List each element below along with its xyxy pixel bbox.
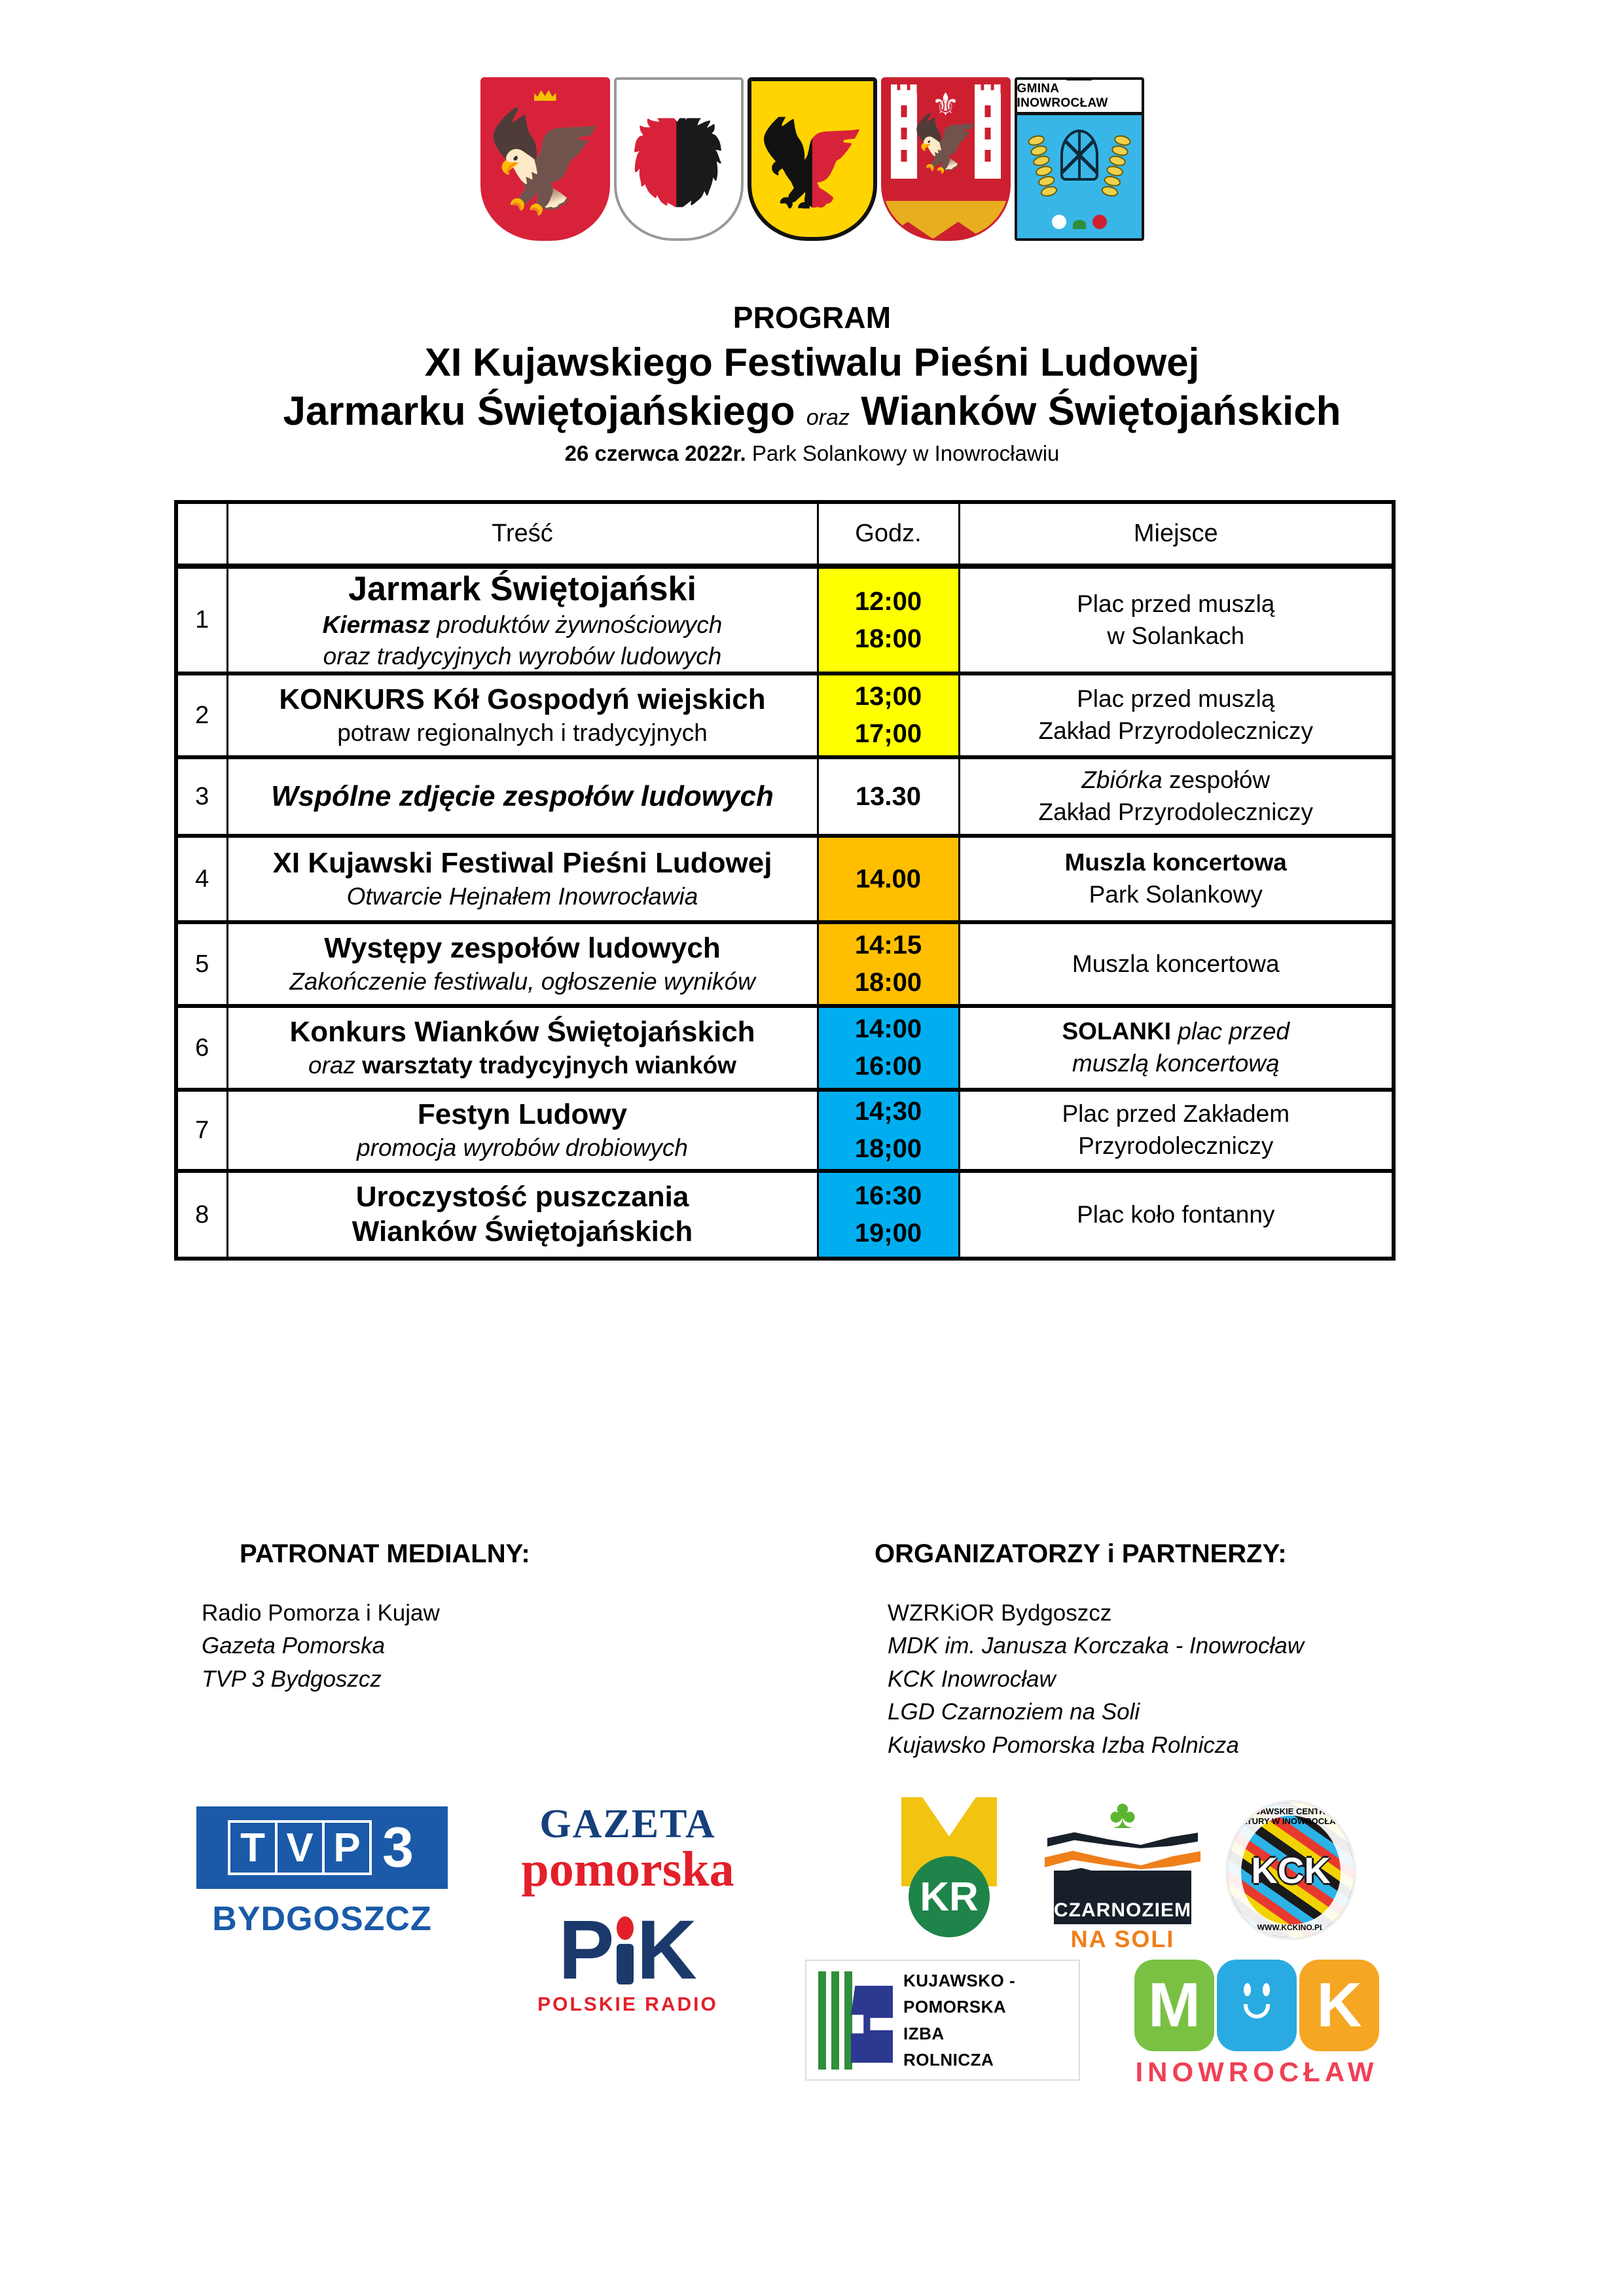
event-date-place	[0, 441, 1624, 466]
row-place	[959, 922, 1394, 1006]
gazeta-bottom-word: pomorska	[521, 1842, 734, 1897]
table-row	[176, 922, 1394, 1006]
list-item: TVP 3 Bydgoszcz	[202, 1666, 382, 1692]
sponsor-logo-row	[0, 1792, 1624, 2135]
row-place-line1: Plac koło fontanny	[1077, 1200, 1275, 1228]
row-place-em: Zbiórka	[1081, 766, 1163, 794]
logo-pik-polskie-radio	[480, 1903, 775, 1997]
fleur-de-lis-icon: ⚜	[931, 88, 960, 122]
list-item: Radio Pomorza i Kujaw	[202, 1600, 440, 1626]
logo-kck-inowroclaw	[1225, 1800, 1363, 1944]
event-place: Park Solankowy w Inowrocławiu	[751, 441, 1060, 465]
row-subtitle-rest: warsztaty tradycyjnych wianków	[355, 1051, 736, 1079]
row-time	[818, 836, 959, 922]
eagle-icon: 🦅	[484, 106, 606, 216]
row-title: Występy zespołów ludowych	[324, 932, 721, 965]
logo-mdk-inowroclaw	[1113, 1960, 1401, 2088]
lion-icon: 🦁	[623, 113, 734, 213]
row-time-end: 18;00	[854, 1134, 922, 1164]
row-time-end: 17;00	[854, 719, 922, 749]
row-number: 5	[176, 922, 227, 1006]
table-row	[176, 1006, 1394, 1090]
crest-inowroclaw	[748, 77, 877, 241]
table-row	[176, 1171, 1394, 1259]
table-row	[176, 1090, 1394, 1171]
crest-godlo-polski	[480, 77, 610, 241]
izba-line4: ROLNICZA	[903, 2049, 994, 2070]
row-place-line2: Zakład Przyrodoleczniczy	[1038, 798, 1313, 826]
row-place-line1: Plac przed muszlą	[1077, 685, 1275, 713]
row-time-start: 12:00	[854, 586, 922, 616]
crest-powiat-inowroclawski	[881, 77, 1011, 241]
row-time	[818, 922, 959, 1006]
row-title: Wspólne zdjęcie zespołów ludowych	[271, 780, 774, 812]
row-title: Festyn Ludowy	[417, 1098, 628, 1131]
crest-gmina-inowroclaw	[1015, 77, 1144, 241]
mdk-letter-m: M	[1134, 1960, 1214, 2051]
row-time	[818, 1090, 959, 1171]
row-place-rest: zespołów	[1162, 766, 1271, 794]
list-item: MDK im. Janusza Korczaka - Inowrocław	[888, 1633, 1305, 1659]
program-table	[174, 500, 1396, 1261]
row-place-line1: Muszla koncertowa	[1072, 950, 1280, 977]
tvp-city-label: BYDGOSZCZ	[212, 1900, 432, 1938]
row-number: 1	[176, 566, 227, 673]
row-number: 7	[176, 1090, 227, 1171]
mdk-letter-d	[1217, 1960, 1297, 2051]
row-place-line1: Plac przed muszlą	[1077, 590, 1275, 617]
row-place-line2: Park Solankowy	[1089, 881, 1263, 908]
list-item: WZRKiOR Bydgoszcz	[888, 1600, 1112, 1626]
pik-letter-k: K	[636, 1903, 697, 1997]
wave-orange-icon	[1045, 1850, 1200, 1869]
header-miejsce: Miejsce	[959, 502, 1394, 566]
logo-czarnoziem-na-soli	[1041, 1792, 1204, 1953]
crest-kujawsko-pomorskie	[614, 77, 744, 241]
row-place-line2: w Solankach	[1107, 622, 1245, 649]
czarnoziem-word2: NA SOLI	[1070, 1926, 1175, 1952]
pik-letter-p: P	[558, 1903, 615, 1997]
patronat-heading: PATRONAT MEDIALNY:	[240, 1539, 530, 1568]
row-number: 2	[176, 673, 227, 757]
wheat-icon-left	[1024, 133, 1060, 199]
gmina-banner-label: GMINA INOWROCŁAW	[1017, 81, 1108, 110]
organizatorzy-heading: ORGANIZATORZY i PARTNERZY:	[875, 1539, 1287, 1568]
row-place	[959, 1006, 1394, 1090]
row-place-line1	[960, 764, 1392, 797]
row-place-line2: Zakład Przyrodoleczniczy	[1038, 717, 1313, 745]
row-time	[818, 757, 959, 836]
gmina-banner	[1017, 80, 1142, 115]
row-place-line1: Muszla koncertowa	[1064, 849, 1287, 876]
row-number: 4	[176, 836, 227, 922]
footer-credits	[174, 1539, 1418, 1758]
title-oraz: oraz	[806, 405, 850, 430]
row-time-start: 14;30	[854, 1097, 922, 1126]
crown-icon	[534, 89, 556, 101]
row-number: 8	[176, 1171, 227, 1259]
row-subtitle: Zakończenie festiwalu, ogłoszenie wyników	[289, 967, 755, 995]
mine-headframe-icon	[1060, 130, 1098, 181]
half-lion-half-eagle-icon: 🦅	[755, 111, 869, 214]
wheat-and-letters-icon	[814, 1971, 893, 2070]
flowers-icon	[1052, 215, 1107, 229]
row-time-end: 19;00	[854, 1219, 922, 1248]
row-subtitle: potraw regionalnych i tradycyjnych	[337, 719, 708, 746]
row-time-start: 13.30	[855, 781, 922, 811]
izba-line2: POMORSKA	[903, 1997, 1007, 2017]
row-place	[959, 1171, 1394, 1259]
row-content	[227, 757, 818, 836]
row-title: Jarmark Świętojański	[348, 570, 696, 608]
pik-letter-i	[617, 1916, 634, 1984]
row-time	[818, 1006, 959, 1090]
row-subtitle-em: Kiermasz	[322, 611, 431, 639]
row-title: XI Kujawski Festiwal Pieśni Ludowej	[272, 847, 772, 880]
list-item: Kujawsko Pomorska Izba Rolnicza	[888, 1732, 1239, 1758]
row-number: 6	[176, 1006, 227, 1090]
row-subtitle-rest: produktów żywnościowych	[430, 611, 723, 639]
mdk-letter-k: K	[1299, 1960, 1379, 2051]
crest-row	[0, 77, 1624, 241]
list-item: LGD Czarnoziem na Soli	[888, 1699, 1140, 1725]
row-content	[227, 836, 818, 922]
kck-outer-text: KUJAWSKIE CENTRUM KULTURY W INOWROCŁAWIU	[1229, 1806, 1352, 1826]
table-row	[176, 836, 1394, 922]
row-content	[227, 1006, 818, 1090]
table-row	[176, 673, 1394, 757]
poster-title-block	[0, 300, 1624, 466]
row-place-em: SOLANKI	[1062, 1018, 1171, 1045]
polskie-radio-label: POLSKIE RADIO	[537, 1994, 718, 2015]
row-time-end: 18:00	[854, 624, 922, 653]
title-jarmark: Jarmarku Świętojańskiego	[283, 389, 795, 434]
row-content	[227, 1171, 818, 1259]
row-place	[959, 1090, 1394, 1171]
list-item: Gazeta Pomorska	[202, 1633, 386, 1659]
table-header-row	[176, 502, 1394, 566]
title-line-jarmark	[0, 388, 1624, 435]
row-content	[227, 922, 818, 1006]
row-place-line1	[960, 1016, 1392, 1048]
row-content	[227, 1090, 818, 1171]
gazeta-top-word: GAZETA	[539, 1802, 716, 1846]
row-title: Uroczystość puszczania	[355, 1181, 689, 1213]
row-time-start: 13;00	[854, 682, 922, 711]
shield-base	[883, 201, 1009, 239]
kck-mark: KCK	[1251, 1849, 1331, 1891]
izba-line1: KUJAWSKO -	[903, 1971, 1016, 1990]
row-subtitle	[228, 1050, 817, 1081]
row-place-line1: Plac przed Zakładem	[1062, 1100, 1290, 1128]
tvp-channel-number: 3	[382, 1816, 414, 1879]
row-time-start: 14:00	[854, 1014, 922, 1044]
tvp-letter-t: T	[228, 1820, 278, 1875]
header-no	[176, 502, 227, 566]
row-time-end: 16:00	[854, 1052, 922, 1081]
tvp-letter-v: V	[275, 1820, 325, 1875]
row-subtitle: Otwarcie Hejnałem Inowrocławia	[346, 882, 698, 910]
header-tresc: Treść	[227, 502, 818, 566]
row-title: Konkurs Wianków Świętojańskich	[289, 1016, 755, 1049]
row-place-line2: Przyrodoleczniczy	[1078, 1132, 1274, 1160]
row-content	[227, 673, 818, 757]
row-place-rest: plac przed	[1171, 1018, 1290, 1045]
row-time	[818, 1171, 959, 1259]
tree-icon: ♣	[1109, 1792, 1136, 1837]
row-time	[818, 673, 959, 757]
row-content	[227, 566, 818, 673]
list-item: KCK Inowrocław	[888, 1666, 1056, 1692]
mdk-city-label: INOWROCŁAW	[1135, 2056, 1379, 2087]
tvp-letter-p: P	[322, 1820, 372, 1875]
table-row	[176, 757, 1394, 836]
czarnoziem-word1: CZARNOZIEM	[1054, 1899, 1191, 1921]
logo-gazeta-pomorska	[480, 1801, 775, 2016]
wheat-icon-right	[1097, 133, 1134, 199]
title-line-festival: XI Kujawskiego Festiwalu Pieśni Ludowej	[424, 340, 1200, 384]
row-place-line2: muszlą koncertową	[1072, 1050, 1280, 1077]
row-place	[959, 757, 1394, 836]
wzrkior-mark: KR	[909, 1856, 990, 1937]
kck-website: WWW.KCKINO.PL	[1257, 1923, 1325, 1932]
row-number: 3	[176, 757, 227, 836]
patronat-list	[202, 1597, 440, 1696]
row-subtitle: promocja wyrobów drobiowych	[357, 1134, 688, 1161]
row-subtitle-oraz: oraz	[308, 1051, 356, 1079]
logo-wzrkior	[890, 1797, 1008, 1937]
eagle-icon: 🦅	[911, 113, 980, 174]
czarnoziem-band	[1054, 1871, 1191, 1924]
table-row	[176, 566, 1394, 673]
row-subtitle2: oraz tradycyjnych wyrobów ludowych	[323, 642, 722, 670]
row-place	[959, 566, 1394, 673]
row-place	[959, 673, 1394, 757]
logo-tvp3-bydgoszcz	[196, 1806, 448, 1939]
izba-line3: IZBA	[903, 2023, 945, 2043]
header-godz: Godz.	[818, 502, 959, 566]
title-wianki: Wianków Świętojańskich	[861, 389, 1341, 434]
row-time-start: 16:30	[854, 1181, 922, 1211]
row-time-start: 14.00	[855, 864, 922, 893]
event-date: 26 czerwca 2022r.	[564, 441, 746, 465]
page-title: PROGRAM	[732, 300, 892, 334]
row-subtitle	[228, 609, 817, 640]
row-place	[959, 836, 1394, 922]
organizatorzy-list	[888, 1597, 1304, 1762]
row-title: KONKURS Kół Gospodyń wiejskich	[279, 683, 766, 716]
row-time	[818, 566, 959, 673]
row-time-end: 18:00	[854, 968, 922, 997]
row-time-start: 14:15	[854, 931, 922, 960]
row-title2: Wianków Świętojańskich	[352, 1215, 693, 1248]
logo-kujawsko-pomorska-izba-rolnicza	[805, 1960, 1080, 2081]
